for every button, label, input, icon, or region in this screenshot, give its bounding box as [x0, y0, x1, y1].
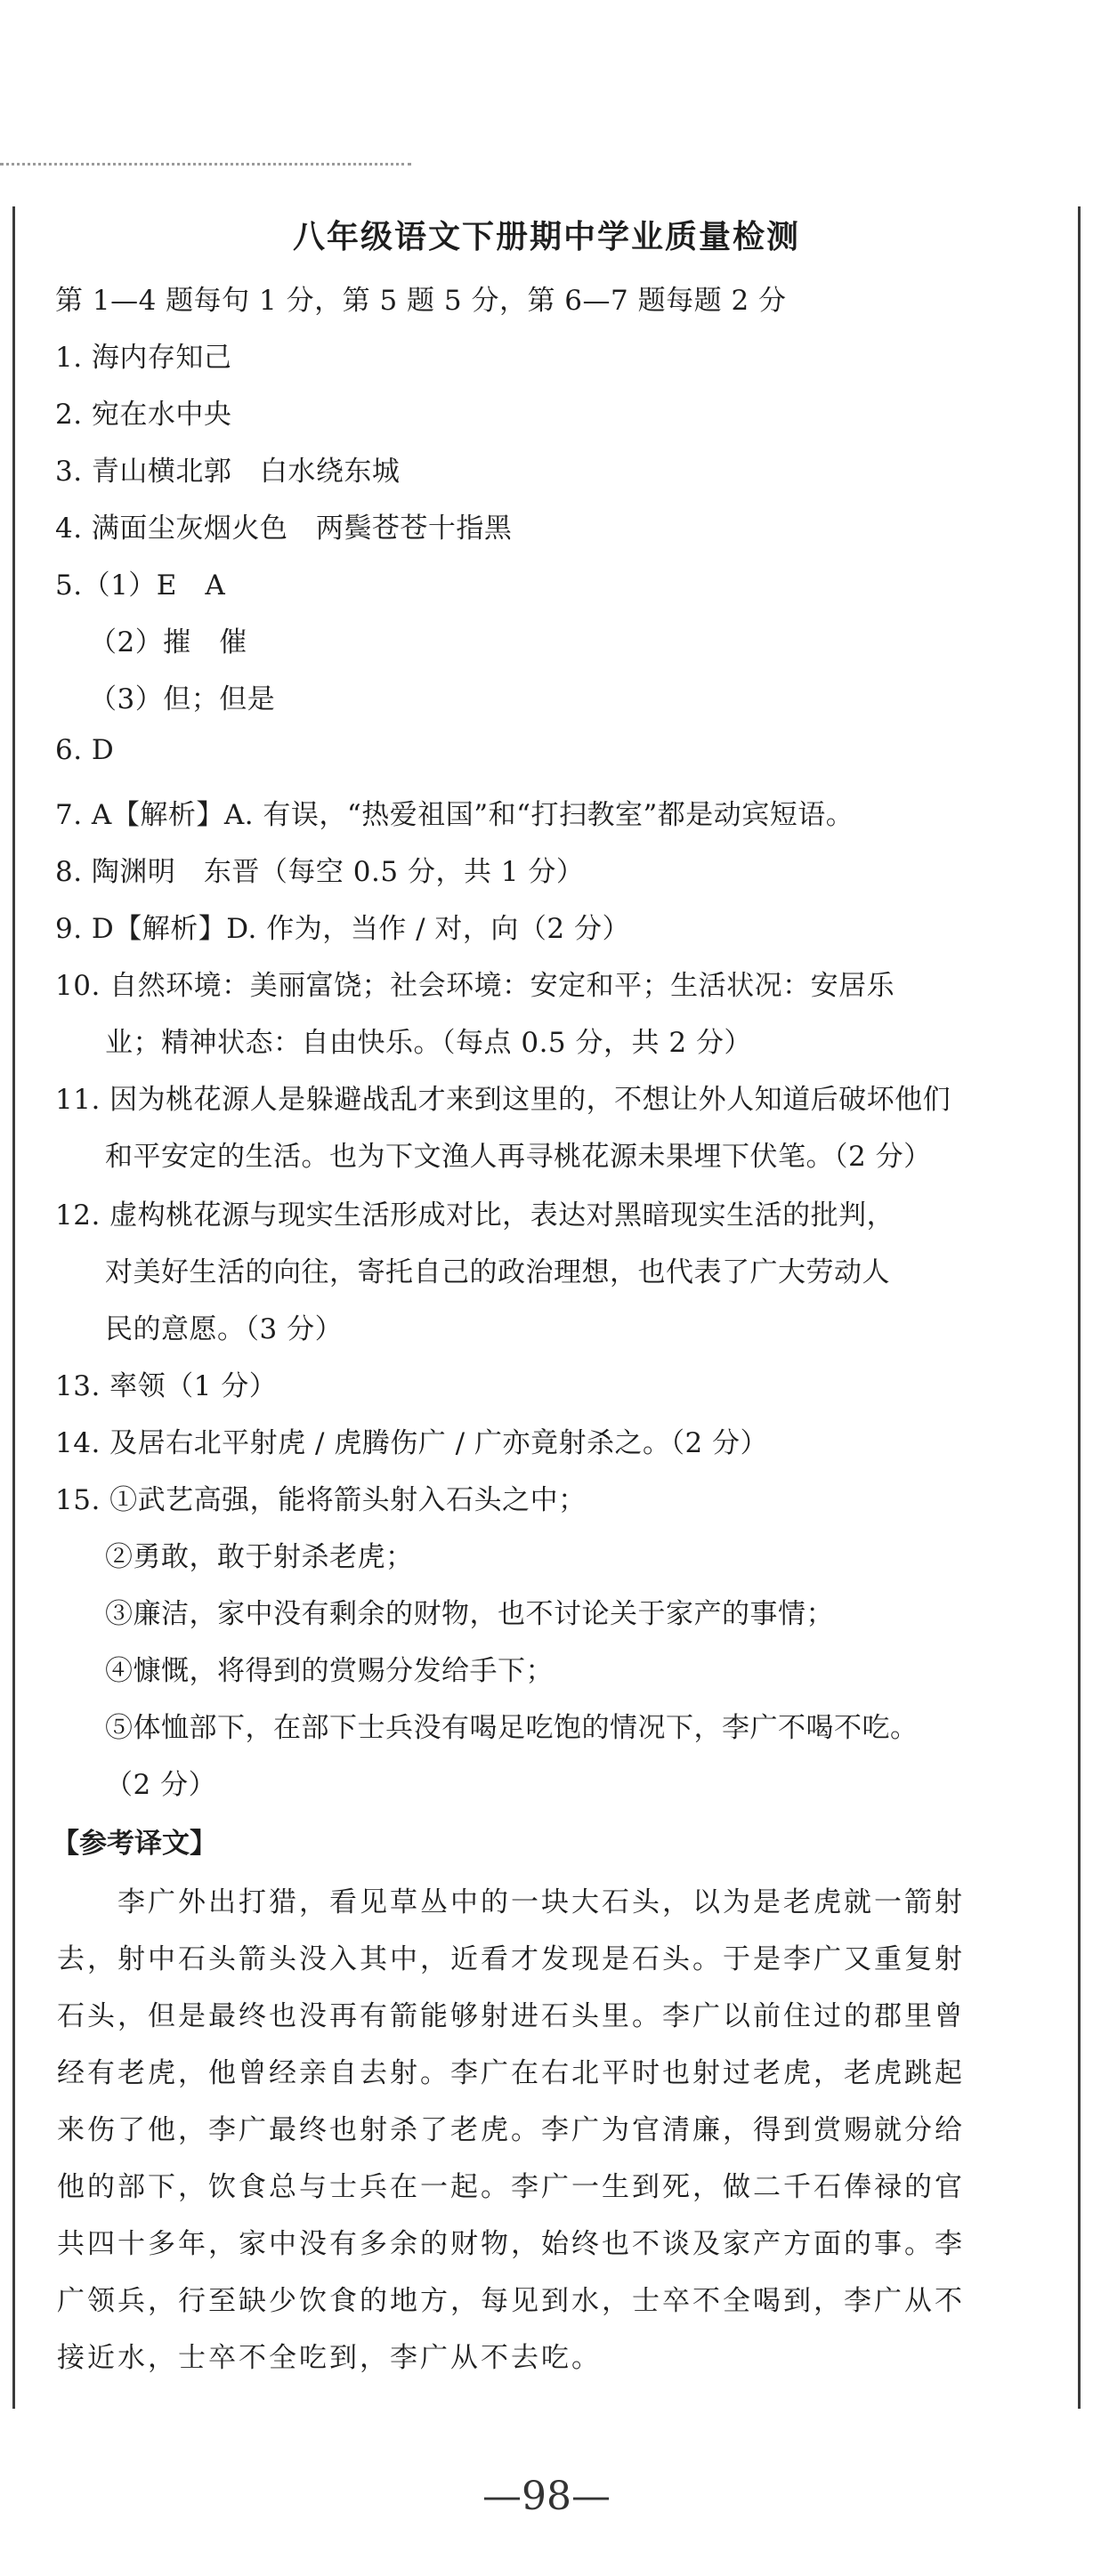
translation-line: 李广外出打猎，看见草丛中的一块大石头，以为是老虎就一箭射 — [57, 1886, 965, 1918]
answer-5-part-2: （2）摧 催 — [89, 626, 247, 658]
answer-15-score: （2 分） — [105, 1769, 217, 1801]
answer-15-point-5: ⑤体恤部下，在部下士兵没有喝足吃饱的情况下，李广不喝不吃。 — [105, 1712, 919, 1744]
answer-15-point-3: ③廉洁，家中没有剩余的财物，也不讨论关于家产的事情； — [105, 1598, 834, 1630]
translation-line: 经有老虎，他曾经亲自去射。李广在右北平时也射过老虎，老虎跳起 — [57, 2057, 965, 2089]
answer-1: 1. 海内存知己 — [55, 342, 232, 374]
answer-12-cont-1: 对美好生活的向往，寄托自己的政治理想，也代表了广大劳动人 — [105, 1256, 890, 1288]
answer-14: 14. 及居右北平射虎 / 虎腾伤广 / 广亦竟射杀之。（2 分） — [55, 1427, 769, 1459]
translation-line: 共四十多年，家中没有多余的财物，始终也不谈及家产方面的事。李 — [57, 2228, 965, 2260]
answer-15: 15. ①武艺高强，能将箭头射入石头之中； — [55, 1484, 587, 1516]
answer-11: 11. 因为桃花源人是躲避战乱才来到这里的，不想让外人知道后破坏他们 — [55, 1084, 951, 1116]
answer-12-cont-2: 民的意愿。（3 分） — [105, 1313, 344, 1345]
answer-12: 12. 虚构桃花源与现实生活形成对比，表达对黑暗现实生活的批判， — [55, 1199, 895, 1231]
translation-line: 去，射中石头箭头没入其中，近看才发现是石头。于是李广又重复射 — [57, 1943, 965, 1975]
answer-4: 4. 满面尘灰烟火色 两鬓苍苍十指黑 — [55, 513, 513, 545]
answer-10: 10. 自然环境：美丽富饶；社会环境：安定和平；生活状况：安居乐 — [55, 970, 895, 1002]
page-title: 八年级语文下册期中学业质量检测 — [292, 218, 800, 255]
translation-line: 他的部下，饮食总与士兵在一起。李广一生到死，做二千石俸禄的官 — [57, 2171, 965, 2203]
answer-13: 13. 率领（1 分） — [55, 1370, 278, 1402]
scoring-note: 第 1—4 题每句 1 分，第 5 题 5 分，第 6—7 题每题 2 分 — [55, 285, 787, 317]
answer-2: 2. 宛在水中央 — [55, 399, 232, 431]
answer-15-point-2: ②勇敢，敢于射杀老虎； — [105, 1541, 414, 1573]
translation-line: 广领兵，行至缺少饮食的地方，每见到水，士卒不全喝到，李广从不 — [57, 2285, 965, 2317]
answer-15-point-4: ④慷慨，将得到的赏赐分发给手下； — [105, 1655, 554, 1687]
translation-line: 石头，但是最终也没再有箭能够射进石头里。李广以前住过的郡里曾 — [57, 2000, 965, 2032]
answer-5-part-3: （3）但；但是 — [89, 683, 276, 715]
answer-7: 7. A【解析】A. 有误，“热爱祖国”和“打扫教室”都是动宾短语。 — [55, 799, 854, 831]
translation-line: 接近水，士卒不全吃到，李广从不去吃。 — [57, 2342, 602, 2374]
answer-9: 9. D【解析】D. 作为，当作 / 对，向（2 分） — [55, 913, 630, 945]
answer-11-cont: 和平安定的生活。也为下文渔人再寻桃花源未果埋下伏笔。（2 分） — [105, 1141, 932, 1173]
answer-5: 5.（1）E A — [55, 569, 226, 602]
answer-3: 3. 青山横北郭 白水绕东城 — [55, 456, 401, 488]
answer-10-cont: 业；精神状态：自由快乐。（每点 0.5 分，共 2 分） — [105, 1027, 752, 1059]
answer-8: 8. 陶渊明 东晋（每空 0.5 分，共 1 分） — [55, 856, 585, 888]
translation-line: 来伤了他，李广最终也射杀了老虎。李广为官清廉，得到赏赐就分给 — [57, 2114, 965, 2146]
top-dotted-rule — [0, 163, 411, 166]
page-number: —98— — [482, 2474, 611, 2519]
answer-6: 6. D — [55, 734, 115, 766]
reference-translation-heading: 【参考译文】 — [52, 1828, 217, 1860]
